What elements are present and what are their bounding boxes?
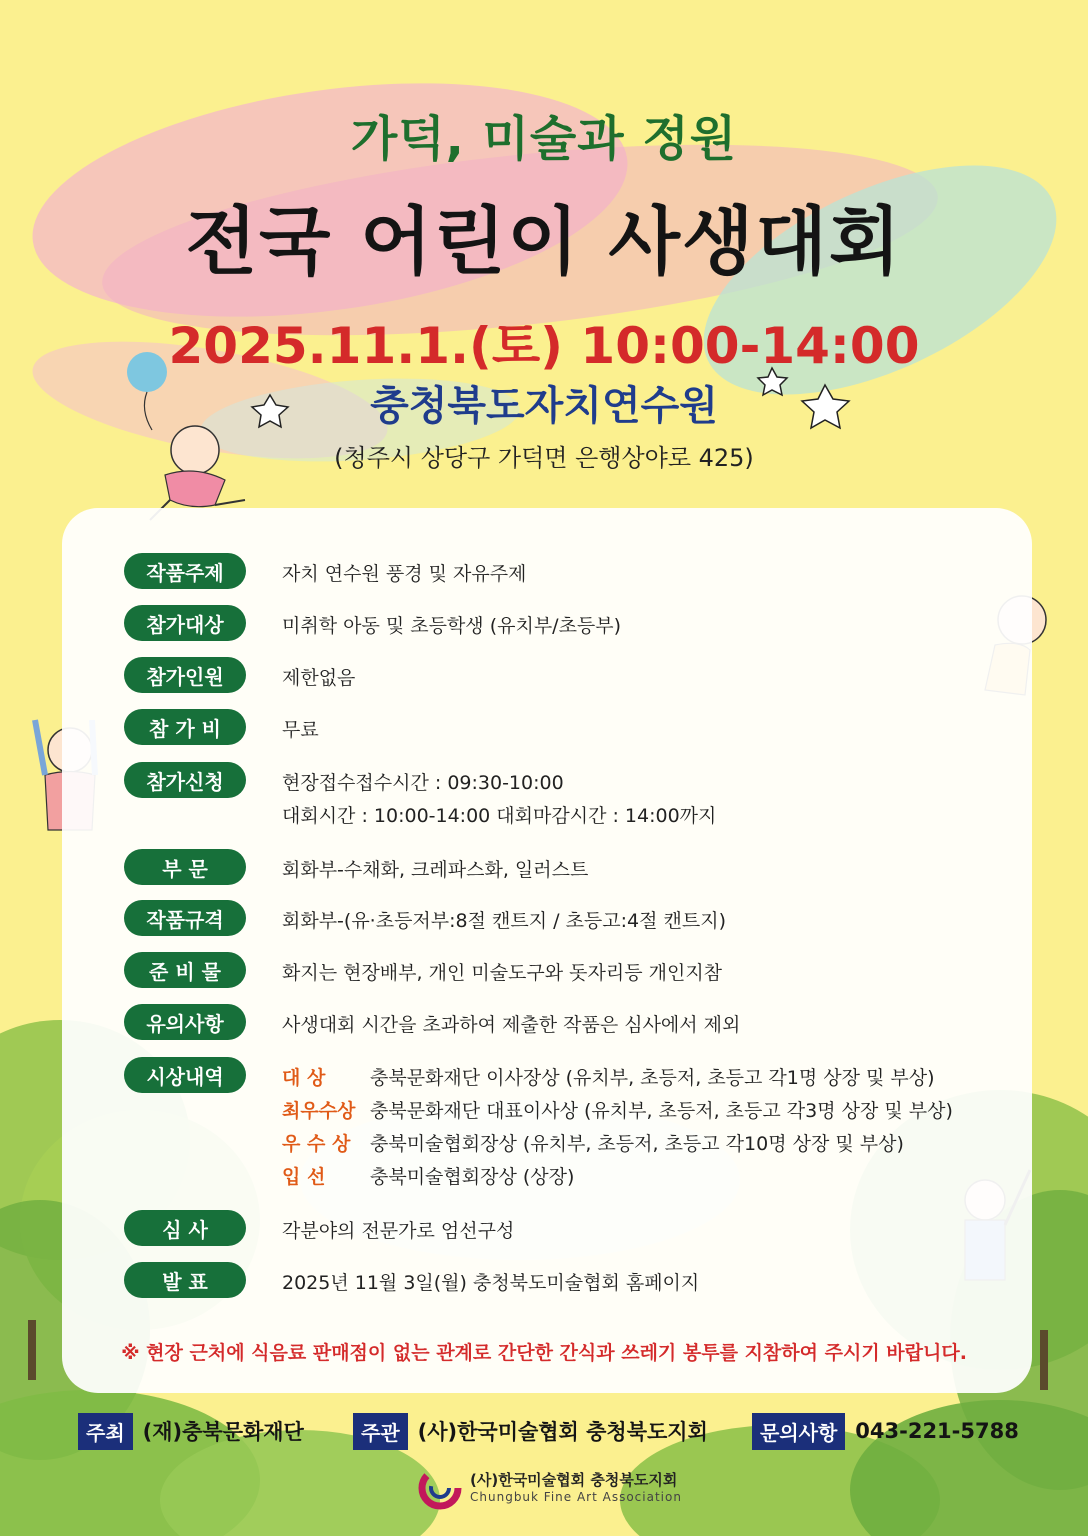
info-label: 부 문 — [124, 849, 246, 885]
info-label: 참가대상 — [124, 605, 246, 641]
info-label: 유의사항 — [124, 1004, 246, 1040]
award-item: 우 수 상 충북미술협회장상 (유치부, 초등저, 초등고 각10명 상장 및 부상) — [282, 1133, 904, 1155]
event-address: (청주시 상당구 가덕면 은행상야로 425) — [334, 444, 754, 472]
info-label: 발 표 — [124, 1262, 246, 1298]
info-label: 작품주제 — [124, 553, 246, 589]
info-label: 작품규격 — [124, 900, 246, 936]
footer-host — [78, 1413, 304, 1449]
info-value: 회화부-(유·초등저부:8절 캔트지 / 초등고:4절 캔트지) — [282, 910, 726, 932]
awards-list — [282, 1062, 953, 1194]
info-value: 자치 연수원 풍경 및 자유주제 — [282, 563, 527, 585]
footer-value: (사)한국미술협회 충청북도지회 — [417, 1420, 708, 1444]
org-name-ko: (사)한국미술협회 충청북도지회 — [470, 1471, 678, 1489]
info-label: 시상내역 — [124, 1057, 246, 1093]
notice-text: ※ 현장 근처에 식음료 판매점이 없는 관계로 간단한 간식과 쓰레기 봉투를 지참하여 주시기 바랍니다. — [121, 1342, 967, 1364]
info-value: 제한없음 — [282, 667, 356, 689]
event-date: 2025.11.1.(토) 10:00-14:00 — [168, 317, 920, 375]
info-value: 현장접수접수시간 : 09:30-10:00 대회시간 : 10:00-14:00 대회마감시간 : 14:00까지 — [282, 772, 717, 827]
footer-contact — [752, 1413, 1019, 1449]
info-label: 심 사 — [124, 1210, 246, 1246]
info-value: 사생대회 시간을 초과하여 제출한 작품은 심사에서 제외 — [282, 1014, 741, 1036]
info-value: 2025년 11월 3일(월) 충청북도미술협회 홈페이지 — [282, 1272, 700, 1294]
association-logo — [418, 1466, 682, 1510]
info-label: 참가인원 — [124, 657, 246, 693]
info-label: 참 가 비 — [124, 709, 246, 745]
info-value: 화지는 현장배부, 개인 미술도구와 돗자리등 개인지참 — [282, 962, 723, 984]
award-item: 입 선 충북미술협회장상 (상장) — [282, 1166, 575, 1188]
award-item: 대 상 충북문화재단 이사장상 (유치부, 초등저, 초등고 각1명 상장 및 부상) — [282, 1067, 935, 1089]
sub-title: 가덕, 미술과 정원 — [350, 111, 738, 167]
info-value: 무료 — [282, 719, 319, 741]
page-title: 전국 어린이 사생대회 — [185, 199, 903, 285]
award-item: 최우수상 충북문화재단 대표이사상 (유치부, 초등저, 초등고 각3명 상장 및 부상) — [282, 1100, 953, 1122]
info-label: 준 비 물 — [124, 952, 246, 988]
logo-mark-icon — [418, 1466, 462, 1510]
info-label: 참가신청 — [124, 762, 246, 798]
info-value: 각분야의 전문가로 엄선구성 — [282, 1220, 515, 1242]
footer-organizer — [353, 1413, 708, 1449]
org-name-en: Chungbuk Fine Art Association — [470, 1490, 682, 1504]
event-venue: 충청북도자치연수원 — [370, 383, 718, 429]
footer-value: 043-221-5788 — [855, 1419, 1019, 1443]
footer-label: 문의사항 — [752, 1413, 845, 1450]
info-value: 미취학 아동 및 초등학생 (유치부/초등부) — [282, 615, 622, 637]
footer-value: (재)충북문화재단 — [142, 1420, 304, 1444]
footer-label: 주최 — [78, 1413, 133, 1450]
footer-label: 주관 — [353, 1413, 408, 1450]
info-value: 회화부-수채화, 크레파스화, 일러스트 — [282, 859, 589, 881]
